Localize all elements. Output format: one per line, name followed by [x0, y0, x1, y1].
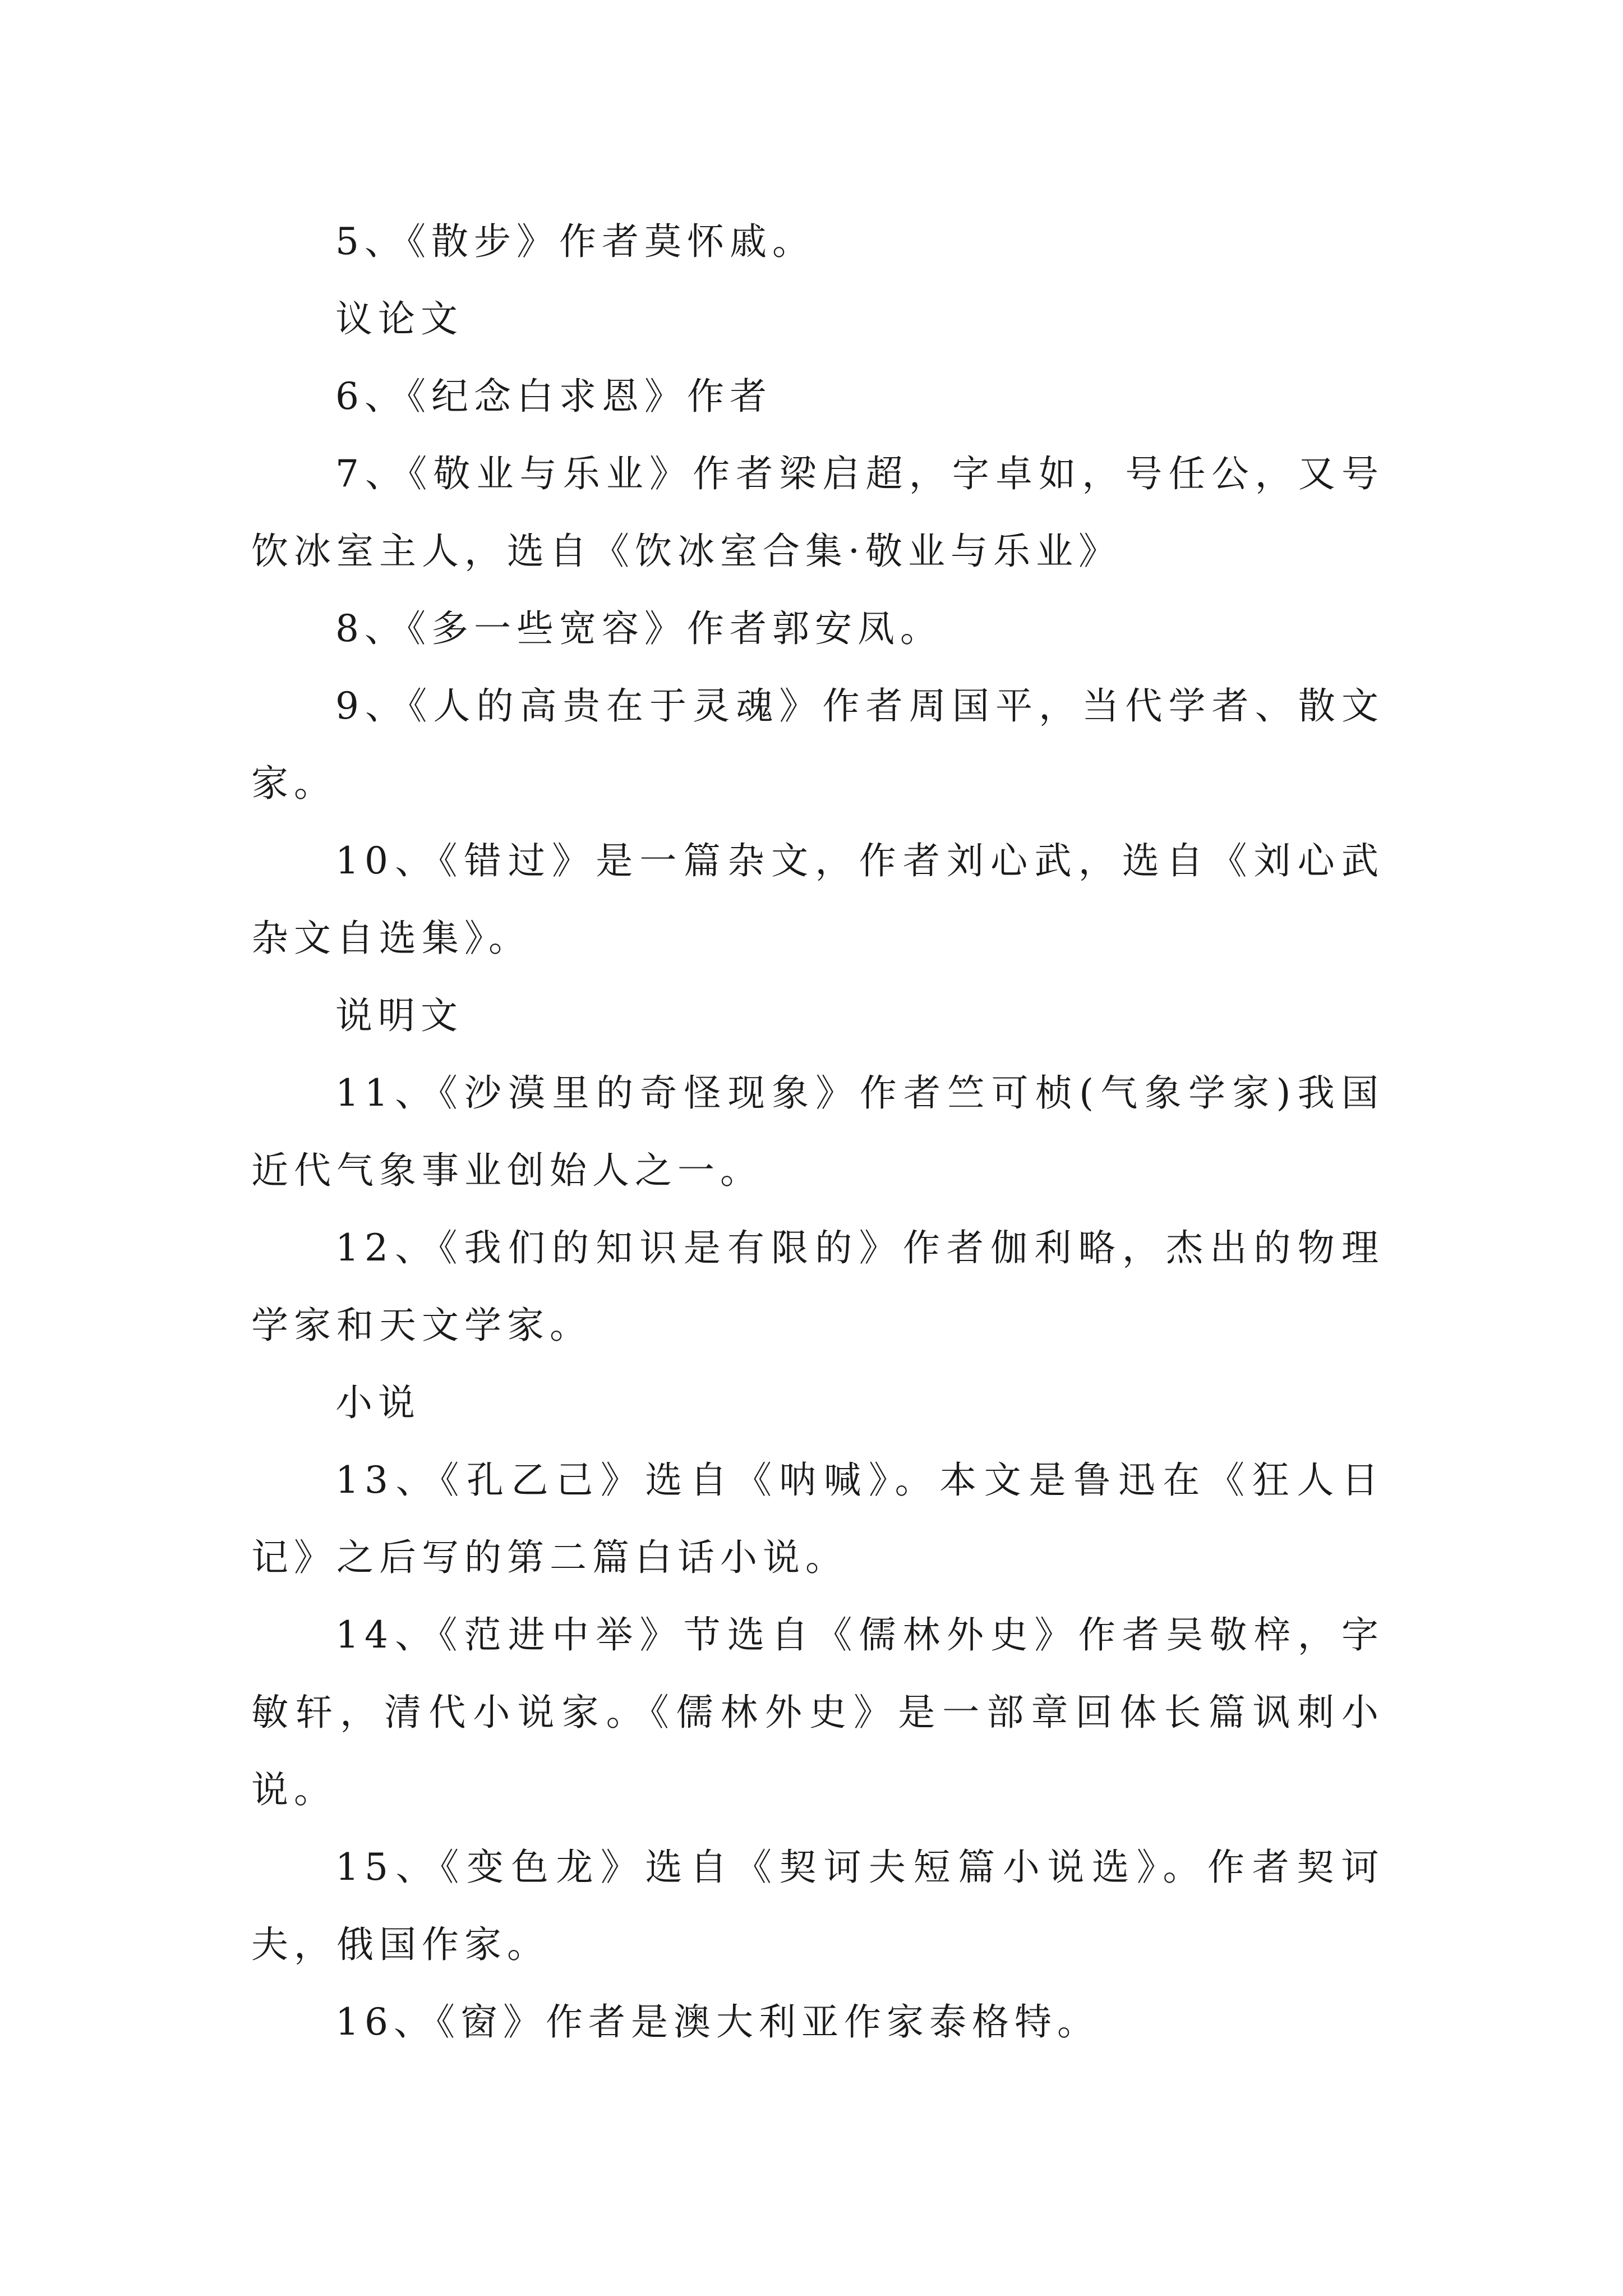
paragraph-item-10: 10、《错过》是一篇杂文，作者刘心武，选自《刘心武杂文自选集》。	[251, 839, 1384, 960]
paragraph-item-8: 8、《多一些宽容》作者郭安凤。	[335, 607, 943, 650]
document-body	[251, 203, 1384, 2061]
paragraph-item-15: 15、《变色龙》选自《契诃夫短篇小说选》。作者契诃夫，俄国作家。	[251, 1846, 1384, 1966]
paragraph-item-7: 7、《敬业与乐业》作者梁启超，字卓如，号任公，又号饮冰室主人，选自《饮冰室合集·敬业与乐业》	[251, 452, 1384, 573]
section-heading-fiction: 小说	[335, 1381, 421, 1424]
paragraph-item-11: 11、《沙漠里的奇怪现象》作者竺可桢(气象学家)我国近代气象事业创始人之一。	[251, 1071, 1384, 1192]
paragraph-item-9: 9、《人的高贵在于灵魂》作者周国平，当代学者、散文家。	[251, 684, 1384, 805]
section-heading-expository: 说明文	[335, 994, 463, 1037]
paragraph-item-12: 12、《我们的知识是有限的》作者伽利略，杰出的物理学家和天文学家。	[251, 1226, 1384, 1347]
paragraph-item-6: 6、《纪念白求恩》作者	[335, 375, 772, 418]
paragraph-item-16: 16、《窗》作者是澳大利亚作家泰格特。	[335, 2000, 1100, 2044]
section-heading-argumentative: 议论文	[335, 297, 463, 341]
paragraph-item-14: 14、《范进中举》节选自《儒林外史》作者吴敬梓，字敏轩，清代小说家。《儒林外史》是一部章回体长篇讽刺小说。	[251, 1613, 1384, 1811]
paragraph-item-13: 13、《孔乙己》选自《呐喊》。本文是鲁迅在《狂人日记》之后写的第二篇白话小说。	[251, 1458, 1384, 1579]
paragraph-item-5: 5、《散步》作者莫怀戚。	[335, 220, 815, 263]
